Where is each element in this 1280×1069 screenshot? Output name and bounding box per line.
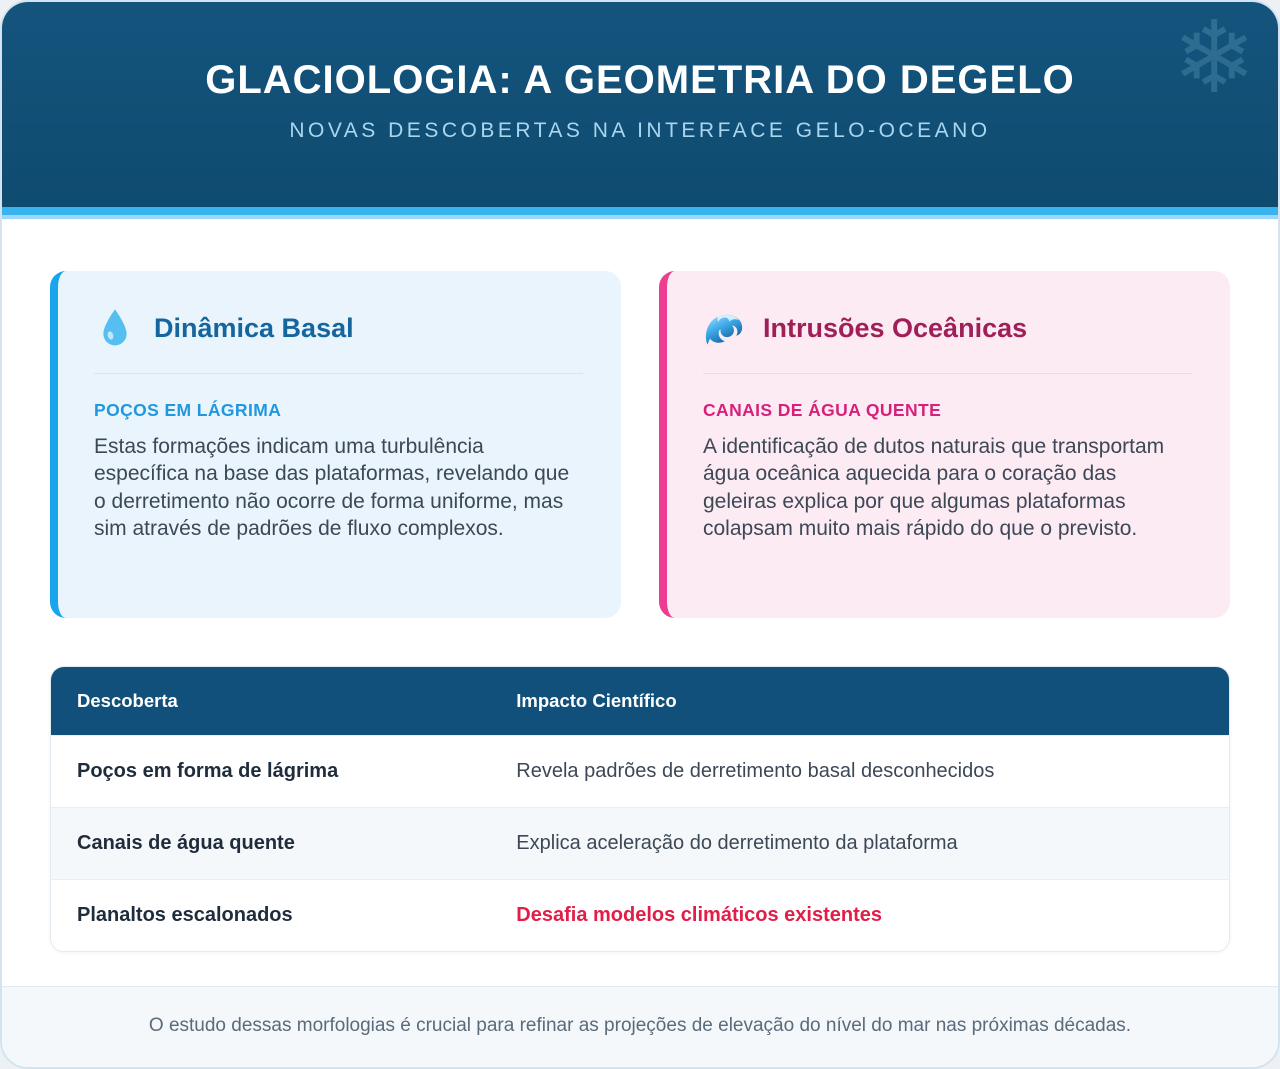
- card-header: [94, 307, 583, 349]
- table-row: [51, 880, 1229, 952]
- card-header: [703, 307, 1192, 349]
- impact-cell: Revela padrões de derretimento basal desconhecidos: [516, 760, 995, 782]
- divider: [703, 373, 1192, 374]
- snowflake-icon: ❄: [1172, 0, 1256, 116]
- card-dinamica-basal: [50, 271, 621, 618]
- table-body: [51, 736, 1229, 952]
- card-intrusoes-oceanicas: [659, 271, 1230, 618]
- page-subtitle: NOVAS DESCOBERTAS NA INTERFACE GELO-OCEANO: [289, 119, 991, 142]
- footer-text: O estudo dessas morfologias é crucial para refinar as projeções de elevação do nível do mar nas próximas décadas.: [148, 1015, 1132, 1036]
- card-subheading: CANAIS DE ÁGUA QUENTE: [703, 400, 942, 420]
- discovery-cell: Planaltos escalonados: [77, 904, 293, 926]
- discovery-cell: Canais de água quente: [77, 832, 295, 854]
- card-title: Intrusões Oceânicas: [763, 312, 1028, 343]
- droplet-icon: [94, 307, 136, 349]
- table-header-row: [51, 667, 1229, 736]
- table-row: [51, 736, 1229, 808]
- accent-bar: [2, 207, 1278, 215]
- card-title: Dinâmica Basal: [154, 312, 354, 343]
- wave-icon: [703, 307, 745, 349]
- main-content: [2, 219, 1278, 986]
- column-header-impacto: Impacto Científico: [516, 690, 677, 711]
- card-body-text: A identificação de dutos naturais que transportam água oceânica aquecida para o coração das geleiras explica por que algumas plataformas colapsam muito mais rápido do que o previsto.: [703, 435, 1165, 540]
- divider: [94, 373, 583, 374]
- impact-cell: Explica aceleração do derretimento da plataforma: [516, 832, 958, 854]
- footer: [2, 986, 1278, 1067]
- column-header-descoberta: Descoberta: [77, 690, 178, 711]
- cards-section: [50, 271, 1230, 618]
- card-subheading: POÇOS EM LÁGRIMA: [94, 400, 282, 420]
- impact-cell-highlighted: Desafia modelos climáticos existentes: [516, 904, 883, 926]
- table-header: [51, 667, 1229, 736]
- discovery-cell: Poços em forma de lágrima: [77, 760, 339, 782]
- table-row: [51, 808, 1229, 880]
- header: [2, 2, 1278, 207]
- page-title: GLACIOLOGIA: A GEOMETRIA DO DEGELO: [205, 58, 1075, 102]
- card-body-text: Estas formações indicam uma turbulência específica na base das plataformas, revelando que o derretimento não ocorre de forma uniforme, mas sim através de padrões de fluxo complexos.: [94, 435, 570, 540]
- discoveries-table: [50, 666, 1230, 952]
